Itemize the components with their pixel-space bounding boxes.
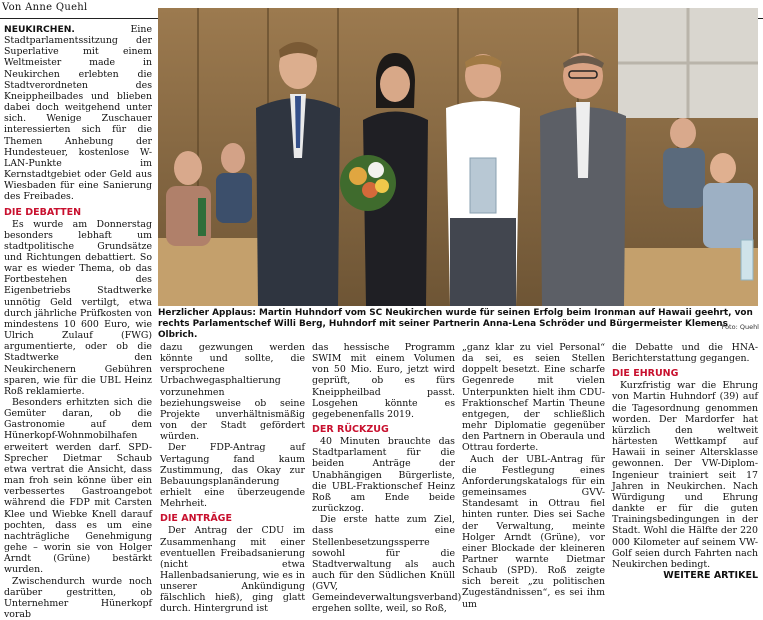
article-column-5 [612,342,758,581]
paragraph: das hessische Programm SWIM mit einem Volumen von 50 Mio. Euro, jetzt wird geprüft, ob es fürs Kneippheilbad passt. Losgehen könnte es gegebenenfalls 2019. [312,342,455,420]
paragraph: Der FDP-Antrag auf Vertagung fand kaum Zustimmung, das Okay zur Bebauungsplanänderung erhielt eine überzeugende Mehrheit. [160,442,305,509]
article-column-4 [462,342,605,610]
ceremony-photo-illustration [158,8,758,306]
paragraph: Die erste hatte zum Ziel, dass eine Stellenbesetzungssperre sowohl für die Stadtverwaltung als auch auch für den Südlichen Knüll (GVV, Gemeindeverwaltungsverband) ergehen sollte, weil, so Roß, [312,514,455,614]
photo-caption: Herzlicher Applaus: Martin Huhndorf vom SC Neukirchen wurde für seinen Erfolg beim Ironman auf Hawaii geehrt, von rechts Parlamentschef Willi Berg, Huhndorf mit seiner Partnerin Anna-Lena Schröder und Bürgermeister Klemens Olbrich. [158,308,758,341]
section-heading-ehrung: DIE EHRUNG [612,368,758,379]
intro-paragraph: NEUKIRCHEN. Eine Stadtparlamentssitzung der Superlative mit einem Weltmeister made in Neukirchen erlebten die Stadtverordneten des Kneippheilbades und blieben dabei doch weitgehend unter sich. Wenige Zuschauer interessierten sich für die Themen Anhebung der Hundesteuer, kostenlose W-LAN-Punkte im Kernstadtgebiet oder Geld aus Wiesbaden für eine Sanierung des Freibades. [4,24,152,203]
paragraph: Es wurde am Donnerstag besonders lebhaft um stadtpolitische Grundsätze und Richtungen debattiert. So war es wieder Thema, ob das Fortbestehen des Eigenbetriebs Stadtwerke unnötig Geld vertilgt, etwa durch jährliche Prüfkosten von mindestens 10 600 Euro, wie Ulrich Zulauf (FWG) argumentierte, oder ob die Stadtwerke den Neukirchenern Gebühren sparen, wie für die UBL Heinz Roß reklamierte. [4,219,152,398]
article-column-3 [312,342,455,615]
section-heading-rueckzug: DER RÜCKZUG [312,424,455,435]
paragraph: Zwischendurch wurde noch darüber gestritten, ob Unternehmer Hünerkopf vorab [4,576,152,620]
paragraph: Kurzfristig war die Ehrung von Martin Huhndorf (39) auf die Tagesordnung genommen worden. Der Mardorfer hat kürzlich den weltweit härtesten Wettkampf auf Hawaii in seiner Altersklasse gewonnen. Der VW-Diplom-Ingenieur trainiert seit 17 Jahren in Neukirchen. Nach Würdigung und Ehrung dankte er für die guten Trainingsbedingungen in der Stadt. Wohl die Hälfte der 220 000 Kilometer auf seinem VW-Golf seien durch Fahrten nach Neukirchen bedingt. [612,380,758,570]
photo-credit: Foto: Quehl [722,323,759,331]
more-articles-link[interactable]: WEITERE ARTIKEL [612,570,758,581]
paragraph: „ganz klar zu viel Personal“ da sei, es seien Stellen doppelt besetzt. Eine scharfe Gegenrede mit vielen Unterpunkten hielt ihm CDU-Fraktionschef Martin Theune entgegen, der schließlich mehr Diplomatie gegenüber den Partnern in Oberaula und Ottrau forderte. [462,342,605,454]
article-column-2 [160,342,305,615]
paragraph: Besonders erhitzten sich die Gemüter daran, ob die Gastronomie auf dem Hünerkopf-Wohnmobilhafen erweitert werden darf. SPD-Sprecher Dietmar Schaub etwa vertrat die Ansicht, dass man froh sein könne über ein verbessertes Gastroangebot während die FDP mit Carsten Klee und Wiebke Knell darauf pochten, dass es um eine nachträgliche Genehmigung gehe – worin sie von Holger Arndt (Grüne) bestärkt wurden. [4,397,152,576]
paragraph: Auch der UBL-Antrag für die Festlegung eines Anforderungskatalogs für ein gemeinsames GVV-Standesamt in Ottrau fiel hinten runter. Dies sei Sache der Verwaltung, meinte Holger Arndt (Grüne), vor einer Blockade der kleineren Partner warnte Dietmar Schaub (SPD). Roß zeigte sich bereit „zu politischen Zugeständnissen“, es sei ihm um [462,454,605,610]
paragraph: dazu gezwungen werden könnte und sollte, die versprochene Urbachwegasphaltierung vorzunehmen beziehungsweise ob seine Projekte unverhältnismäßig von der Stadt gefördert würden. [160,342,305,442]
dateline: NEUKIRCHEN. [4,24,75,35]
paragraph: 40 Minuten brauchte das Stadtparlament für die beiden Anträge der Unabhängigen Bürgerliste, die UBL-Fraktionschef Heinz Roß am Ende beide zurückzog. [312,436,455,514]
section-heading-antraege: DIE ANTRÄGE [160,513,305,524]
paragraph: Der Antrag der CDU im Zusammenhang mit einer eventuellen Freibadsanierung (nicht etwa Hallenbadsanierung, wie es in unserer Ankündigung fälschlich hieß), ging glatt durch. Hintergrund ist [160,525,305,614]
paragraph: die Debatte und die HNA-Berichterstattung gegangen. [612,342,758,364]
article-column-1 [4,24,152,620]
section-heading-debatten: DIE DEBATTEN [4,207,152,218]
article-photo [158,8,758,306]
byline: Von Anne Quehl [2,2,88,13]
